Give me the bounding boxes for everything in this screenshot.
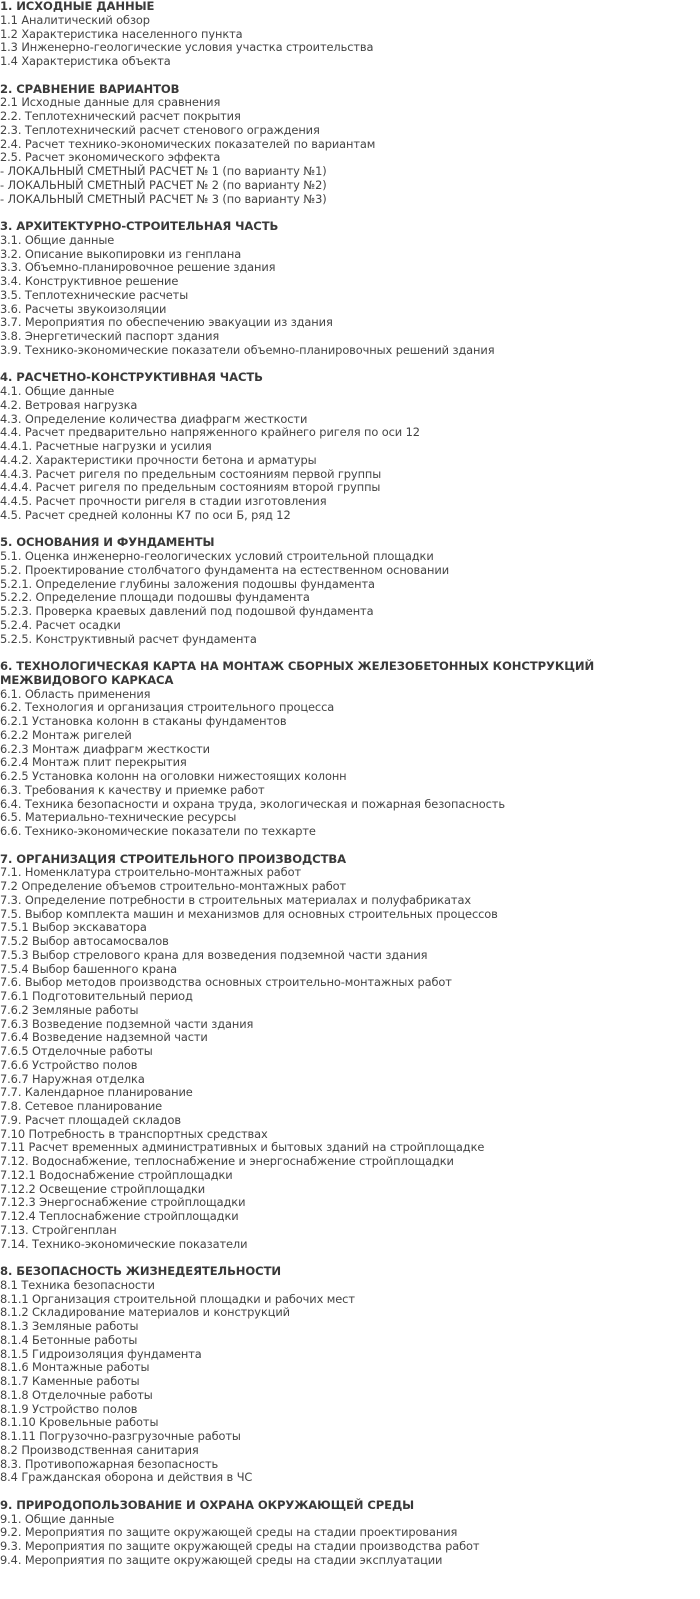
toc-entry: 5.1. Оценка инженерно-геологических условий строительной площадки bbox=[0, 549, 434, 563]
toc-entry: 5.2.1. Определение глубины заложения подошвы фундамента bbox=[0, 576, 375, 591]
toc-entry: 8.1.3 Земляные работы bbox=[0, 1319, 139, 1333]
section-gap bbox=[0, 69, 700, 83]
toc-entry: 5.2. Проектирование столбчатого фундамента на естественном основании bbox=[0, 562, 449, 577]
toc-entry: 9.3. Мероприятия по защите окружающей среды на стадии производства работ bbox=[0, 1539, 480, 1553]
section-gap bbox=[0, 839, 700, 853]
toc-entry: 4.4.4. Расчет ригеля по предельным состояниям второй группы bbox=[0, 480, 381, 495]
toc-section bbox=[0, 536, 700, 646]
toc-entry: 7.10 Потребность в транспортных средствах bbox=[0, 1126, 268, 1141]
toc-entry: 8.4 Гражданская оборона и действия в ЧС bbox=[0, 1470, 253, 1485]
toc-entry: 8.1.7 Каменные работы bbox=[0, 1374, 140, 1388]
toc-entry: 7.11 Расчет временных административных и бытовых зданий на стройплощадке bbox=[0, 1140, 485, 1155]
toc-entry: 7.5.3 Выбор стрелового крана для возведения подземной части здания bbox=[0, 947, 428, 962]
toc-entry: 8.3. Противопожарная безопасность bbox=[0, 1456, 219, 1471]
toc-entry: 7.1. Номенклатура строительно-монтажных работ bbox=[0, 865, 301, 880]
section-title: 9. ПРИРОДОПОЛЬЗОВАНИЕ И ОХРАНА ОКРУЖАЮЩЕЙ СРЕДЫ bbox=[0, 1497, 415, 1512]
toc-entry: 3.4. Конструктивное решение bbox=[0, 274, 179, 288]
toc-entry: 7.5.2 Выбор автосамосвалов bbox=[0, 934, 169, 948]
toc-entry: 7.6.1 Подготовительный период bbox=[0, 989, 193, 1003]
toc-entry: 7.12.4 Теплоснабжение стройплощадки bbox=[0, 1209, 239, 1223]
toc-entry: 5.2.2. Определение площади подошвы фундамента bbox=[0, 590, 310, 605]
toc-entry: 8.1.10 Кровельные работы bbox=[0, 1415, 159, 1430]
toc-entry: 3.3. Объемно-планировочное решение здания bbox=[0, 260, 276, 275]
toc-entry: 7.9. Расчет площадей складов bbox=[0, 1112, 181, 1127]
toc-entry: 6.5. Материально-технические ресурсы bbox=[0, 810, 237, 825]
toc-entry: 8.1.9 Устройство полов bbox=[0, 1401, 138, 1416]
toc-entry: 3.2. Описание выкопировки из генплана bbox=[0, 246, 242, 261]
toc-entry: 9.2. Мероприятия по защите окружающей среды на стадии проектирования bbox=[0, 1525, 458, 1540]
toc-entry: 7.6.7 Наружная отделка bbox=[0, 1071, 145, 1086]
section-title: 6. ТЕХНОЛОГИЧЕСКАЯ КАРТА НА МОНТАЖ СБОРНЫХ ЖЕЛЕЗОБЕТОННЫХ КОНСТРУКЦИЙ МЕЖВИДОВОГО КАРКАСА bbox=[0, 659, 595, 687]
toc-entry: 1.1 Аналитический обзор bbox=[0, 12, 150, 27]
toc-entry: 6.2.2 Монтаж ригелей bbox=[0, 727, 132, 742]
toc-entry: 7.13. Стройгенплан bbox=[0, 1222, 117, 1237]
toc-entry: 8.1.6 Монтажные работы bbox=[0, 1360, 150, 1375]
section-title: 8. БЕЗОПАСНОСТЬ ЖИЗНЕДЕЯТЕЛЬНОСТИ bbox=[0, 1264, 281, 1278]
toc-section bbox=[0, 660, 700, 839]
toc-entry: 9.1. Общие данные bbox=[0, 1511, 115, 1526]
section-gap bbox=[0, 646, 700, 660]
toc-entry: 7.12.3 Энергоснабжение стройплощадки bbox=[0, 1195, 246, 1210]
toc-entry: 3.6. Расчеты звукоизоляции bbox=[0, 301, 167, 316]
toc-section bbox=[0, 220, 700, 358]
toc-entry: 7.6.2 Земляные работы bbox=[0, 1002, 139, 1017]
toc-entry: 6.2.4 Монтаж плит перекрытия bbox=[0, 755, 187, 770]
toc-entry: 7.6.3 Возведение подземной части здания bbox=[0, 1016, 254, 1031]
toc-section bbox=[0, 1265, 700, 1485]
toc-entry: 7.12.2 Освещение стройплощадки bbox=[0, 1181, 206, 1196]
toc-entry: 8.1.4 Бетонные работы bbox=[0, 1332, 138, 1347]
toc-entry: 8.1.1 Организация строительной площадки и рабочих мест bbox=[0, 1291, 355, 1306]
toc-section bbox=[0, 0, 700, 69]
section-gap bbox=[0, 206, 700, 220]
toc-entry: 2.4. Расчет технико-экономических показателей по вариантам bbox=[0, 136, 376, 151]
toc-entry: 7.8. Сетевое планирование bbox=[0, 1099, 163, 1113]
toc-entry: 4.3. Определение количества диафрагм жесткости bbox=[0, 411, 308, 426]
toc-entry: 8.1.8 Отделочные работы bbox=[0, 1387, 153, 1402]
toc-entry: 5.2.3. Проверка краевых давлений под подошвой фундамента bbox=[0, 604, 374, 618]
toc-entry: - ЛОКАЛЬНЫЙ СМЕТНЫЙ РАСЧЕТ № 2 (по варианту №2) bbox=[0, 177, 327, 192]
toc-entry: 6.4. Техника безопасности и охрана труда, экологическая и пожарная безопасность bbox=[0, 796, 505, 811]
toc-entry: 4.4.1. Расчетные нагрузки и усилия bbox=[0, 439, 212, 453]
toc-entry: 7.6. Выбор методов производства основных строительно-монтажных работ bbox=[0, 975, 452, 990]
toc-entry: 7.6.6 Устройство полов bbox=[0, 1057, 138, 1072]
toc-entry: 9.4. Мероприятия по защите окружающей среды на стадии эксплуатации bbox=[0, 1552, 443, 1567]
toc-entry: 4.2. Ветровая нагрузка bbox=[0, 397, 138, 412]
toc-entry: - ЛОКАЛЬНЫЙ СМЕТНЫЙ РАСЧЕТ № 3 (по варианту №3) bbox=[0, 191, 327, 206]
toc-entry: 6.2. Технология и организация строительного процесса bbox=[0, 700, 335, 715]
toc-entry: 7.6.5 Отделочные работы bbox=[0, 1044, 153, 1058]
section-title: 7. ОРГАНИЗАЦИЯ СТРОИТЕЛЬНОГО ПРОИЗВОДСТВА bbox=[0, 851, 347, 866]
toc-entry: 6.1. Область применения bbox=[0, 686, 151, 701]
toc-section bbox=[0, 83, 700, 207]
toc-entry: 7.5.1 Выбор экскаватора bbox=[0, 920, 147, 935]
toc-entry: 2.3. Теплотехнический расчет стенового ограждения bbox=[0, 122, 320, 137]
toc-entry: 4.4.5. Расчет прочности ригеля в стадии изготовления bbox=[0, 494, 327, 508]
toc-entry: 4.1. Общие данные bbox=[0, 384, 115, 398]
toc-entry: 4.4.3. Расчет ригеля по предельным состояниям первой группы bbox=[0, 466, 382, 481]
section-title: 4. РАСЧЕТНО-КОНСТРУКТИВНАЯ ЧАСТЬ bbox=[0, 370, 263, 385]
toc-entry: 7.6.4 Возведение надземной части bbox=[0, 1030, 208, 1045]
section-gap bbox=[0, 523, 700, 537]
section-title: 3. АРХИТЕКТУРНО-СТРОИТЕЛЬНАЯ ЧАСТЬ bbox=[0, 219, 279, 233]
toc-entry: 7.14. Технико-экономические показатели bbox=[0, 1236, 248, 1251]
toc-entry: 4.4. Расчет предварительно напряженного крайнего ригеля по оси 12 bbox=[0, 425, 420, 440]
toc-entry: 7.5. Выбор комплекта машин и механизмов для основных строительных процессов bbox=[0, 906, 498, 921]
toc-entry: 8.2 Производственная санитария bbox=[0, 1442, 199, 1457]
section-title: 1. ИСХОДНЫЕ ДАННЫЕ bbox=[0, 0, 155, 13]
toc-entry: 8.1.11 Погрузочно-разгрузочные работы bbox=[0, 1429, 241, 1443]
toc-entry: 3.9. Технико-экономические показатели объемно-планировочных решений здания bbox=[0, 342, 495, 357]
toc-entry: 8.1.5 Гидроизоляция фундамента bbox=[0, 1346, 202, 1361]
toc-entry: 6.2.5 Установка колонн на оголовки нижестоящих колонн bbox=[0, 769, 347, 783]
toc-entry: 1.3 Инженерно-геологические условия участка строительства bbox=[0, 40, 374, 55]
toc-entry: 2.1 Исходные данные для сравнения bbox=[0, 95, 221, 110]
section-gap bbox=[0, 1251, 700, 1265]
toc-entry: 6.6. Технико-экономические показатели по техкарте bbox=[0, 824, 316, 838]
section-title: 2. СРАВНЕНИЕ ВАРИАНТОВ bbox=[0, 81, 180, 96]
toc-entry: 5.2.4. Расчет осадки bbox=[0, 617, 121, 632]
toc-entry: 1.2 Характеристика населенного пункта bbox=[0, 26, 243, 41]
section-gap bbox=[0, 358, 700, 372]
toc-entry: 6.3. Требования к качеству и приемке работ bbox=[0, 782, 265, 797]
toc-entry: 7.12.1 Водоснабжение стройплощадки bbox=[0, 1167, 233, 1182]
toc-entry: 3.7. Мероприятия по обеспечению эвакуации из здания bbox=[0, 315, 333, 330]
toc-entry: 1.4 Характеристика объекта bbox=[0, 54, 171, 68]
toc-entry: - ЛОКАЛЬНЫЙ СМЕТНЫЙ РАСЧЕТ № 1 (по варианту №1) bbox=[0, 164, 327, 178]
toc-entry: 7.12. Водоснабжение, теплоснабжение и энергоснабжение стройплощадки bbox=[0, 1154, 454, 1168]
toc-entry: 8.1.2 Складирование материалов и конструкций bbox=[0, 1305, 290, 1320]
toc-entry: 7.7. Календарное планирование bbox=[0, 1085, 193, 1100]
toc-entry: 6.2.1 Установка колонн в стаканы фундаментов bbox=[0, 714, 287, 728]
section-title: 5. ОСНОВАНИЯ И ФУНДАМЕНТЫ bbox=[0, 535, 215, 550]
toc-entry: 2.5. Расчет экономического эффекта bbox=[0, 150, 221, 165]
toc-section bbox=[0, 371, 700, 522]
toc-section bbox=[0, 1499, 700, 1568]
toc-entry: 2.2. Теплотехнический расчет покрытия bbox=[0, 109, 241, 123]
toc-entry: 3.5. Теплотехнические расчеты bbox=[0, 287, 189, 302]
toc-entry: 3.8. Энергетический паспорт здания bbox=[0, 329, 220, 343]
toc-entry: 3.1. Общие данные bbox=[0, 232, 115, 247]
toc-entry: 8.1 Техника безопасности bbox=[0, 1277, 155, 1292]
toc-entry: 4.5. Расчет средней колонны К7 по оси Б, ряд 12 bbox=[0, 507, 291, 522]
toc-entry: 7.2 Определение объемов строительно-монтажных работ bbox=[0, 879, 347, 893]
toc-entry: 7.3. Определение потребности в строительных материалах и полуфабрикатах bbox=[0, 892, 471, 907]
toc-entry: 4.4.2. Характеристики прочности бетона и арматуры bbox=[0, 452, 317, 467]
toc-entry: 5.2.5. Конструктивный расчет фундамента bbox=[0, 631, 257, 646]
toc-entry: 6.2.3 Монтаж диафрагм жесткости bbox=[0, 741, 210, 756]
section-gap bbox=[0, 1485, 700, 1499]
toc-section bbox=[0, 853, 700, 1252]
toc-entry: 7.5.4 Выбор башенного крана bbox=[0, 961, 177, 976]
